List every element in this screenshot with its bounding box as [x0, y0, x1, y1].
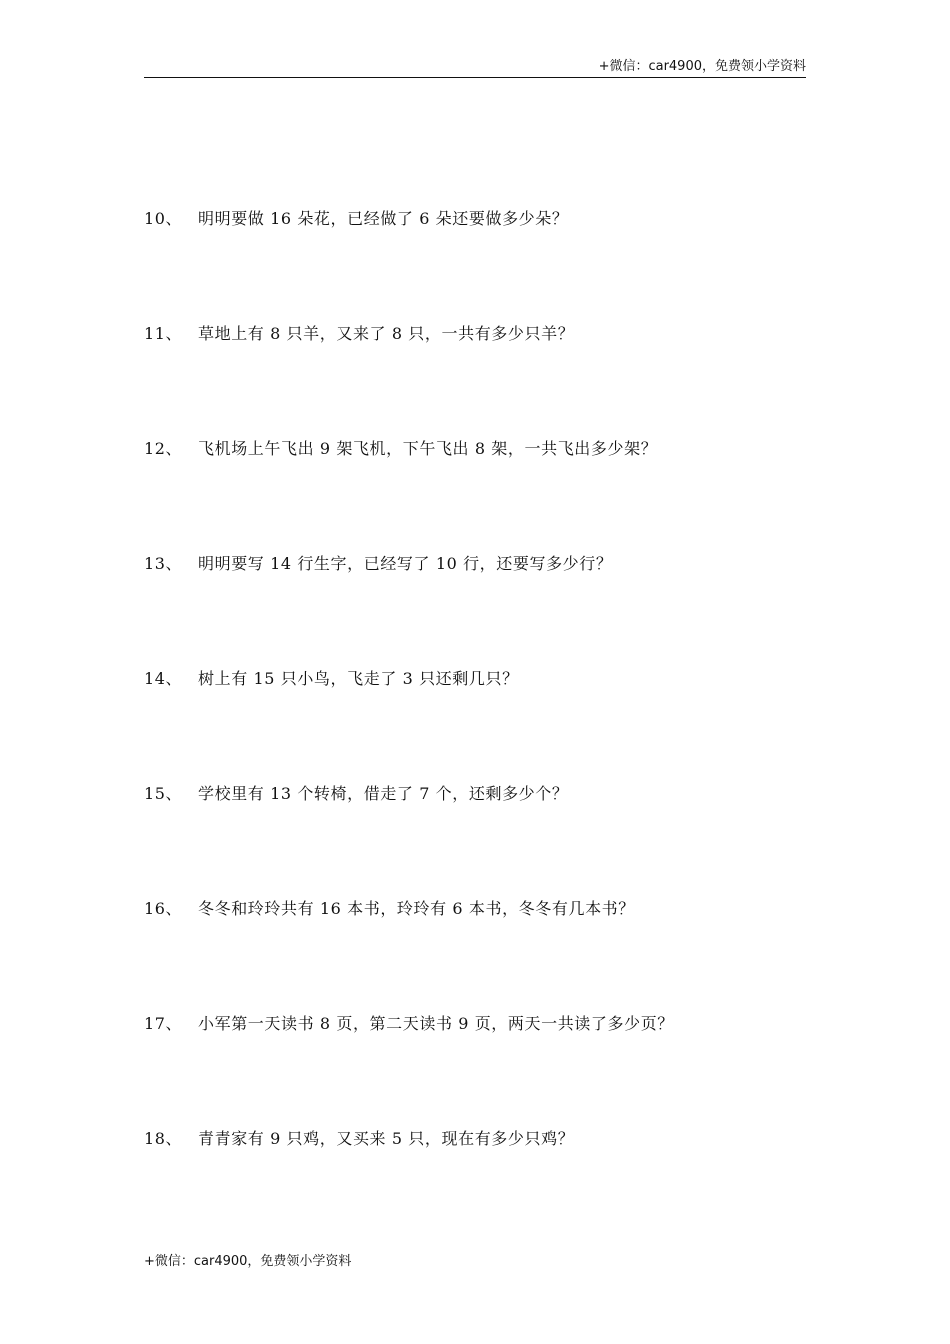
problem-text: 青青家有 9 只鸡，又买来 5 只，现在有多少只鸡？ — [198, 1129, 575, 1148]
problem-text: 飞机场上午飞出 9 架飞机，下午飞出 8 架，一共飞出多少架？ — [198, 439, 658, 458]
problem-text: 学校里有 13 个转椅，借走了 7 个，还剩多少个？ — [198, 784, 569, 803]
problem-item — [144, 208, 806, 230]
problem-text: 草地上有 8 只羊，又来了 8 只，一共有多少只羊？ — [198, 324, 575, 343]
header-divider — [144, 77, 806, 78]
problem-number: 11、 — [144, 324, 183, 343]
problem-number: 13、 — [144, 554, 183, 573]
problem-item — [144, 668, 806, 690]
problem-item — [144, 438, 806, 460]
problem-number: 18、 — [144, 1129, 183, 1148]
problem-item — [144, 323, 806, 345]
problem-item — [144, 1128, 806, 1150]
problem-text: 明明要做 16 朵花，已经做了 6 朵还要做多少朵？ — [198, 209, 569, 228]
problem-text: 小军第一天读书 8 页，第二天读书 9 页，两天一共读了多少页？ — [198, 1014, 674, 1033]
problem-item — [144, 553, 806, 575]
problem-number: 14、 — [144, 669, 183, 688]
problem-number: 17、 — [144, 1014, 183, 1033]
problem-item — [144, 783, 806, 805]
problem-text: 冬冬和玲玲共有 16 本书，玲玲有 6 本书，冬冬有几本书？ — [198, 899, 635, 918]
problem-number: 15、 — [144, 784, 183, 803]
problem-text: 树上有 15 只小鸟，飞走了 3 只还剩几只？ — [198, 669, 519, 688]
problem-item — [144, 1013, 806, 1035]
header-watermark-text: +微信：car4900，免费领小学资料 — [598, 59, 806, 74]
problem-item — [144, 898, 806, 920]
problem-number: 10、 — [144, 209, 183, 228]
problem-number: 16、 — [144, 899, 183, 918]
footer-watermark-text: +微信：car4900，免费领小学资料 — [144, 1254, 352, 1269]
problem-number: 12、 — [144, 439, 183, 458]
problem-text: 明明要写 14 行生字，已经写了 10 行，还要写多少行？ — [198, 554, 613, 573]
